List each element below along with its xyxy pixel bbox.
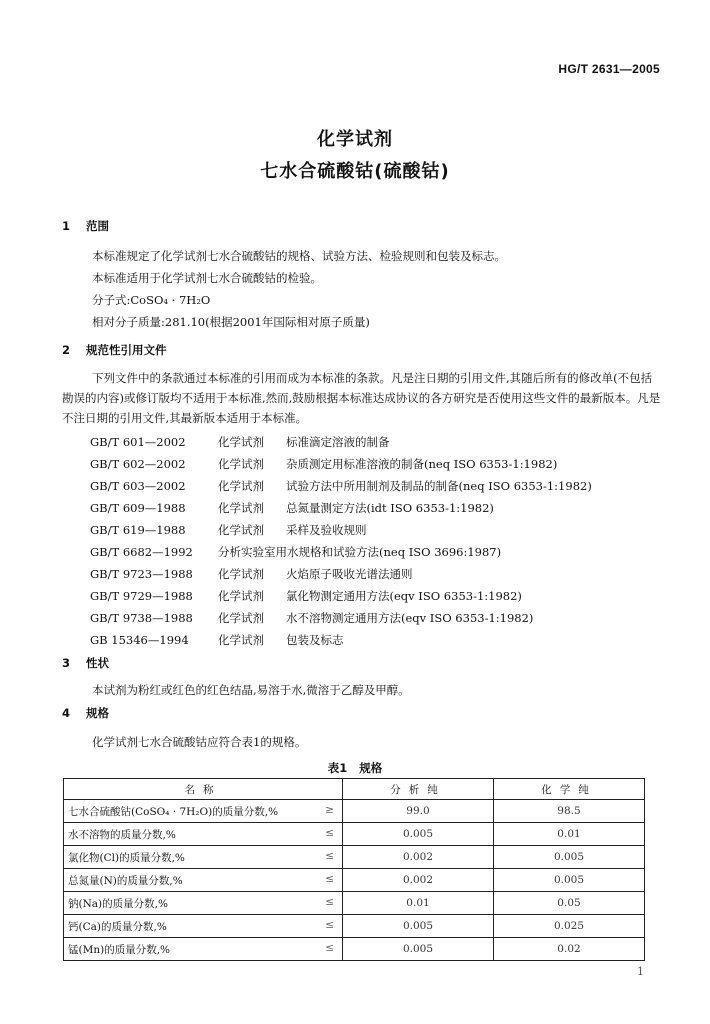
- value-cp: 0.05: [494, 892, 645, 915]
- item-name: 七水合硫酸钴(CoSO₄ · 7H₂O)的质量分数,%: [68, 805, 279, 818]
- reference-category: 化学试剂: [218, 457, 264, 471]
- reference-item: [90, 500, 494, 516]
- molecular-formula: 分子式:CoSO₄ · 7H₂O: [92, 293, 211, 307]
- reference-code: GB/T 9723—1988: [90, 567, 193, 581]
- reference-category: 化学试剂: [218, 435, 264, 449]
- table-row: [64, 869, 645, 892]
- comparison-sign: ≤: [325, 873, 334, 885]
- table-row: [64, 915, 645, 938]
- item-name-cell: [64, 846, 343, 869]
- reference-item: [90, 632, 344, 648]
- table-row: [64, 823, 645, 846]
- reference-title: 水不溶物测定通用方法(eqv ISO 6353-1:1982): [286, 611, 534, 625]
- molecular-weight: 相对分子质量:281.10(根据2001年国际相对原子质量): [92, 315, 370, 329]
- reference-code: GB/T 9738—1988: [90, 611, 193, 625]
- paragraph: 本标准适用于化学试剂七水合硫酸钴的检验。: [92, 271, 322, 285]
- item-name: 锰(Mn)的质量分数,%: [68, 943, 171, 956]
- section-heading-normative: [62, 342, 167, 358]
- reference-item: [90, 588, 522, 604]
- comparison-sign: ≥: [325, 804, 334, 816]
- reference-category: 化学试剂: [218, 589, 264, 603]
- comparison-sign: ≤: [325, 942, 334, 954]
- table-number: 表1: [327, 761, 348, 775]
- table-row: [64, 938, 645, 961]
- value-ar: 0.01: [343, 892, 494, 915]
- section-heading-properties: [62, 655, 109, 671]
- paragraph: 本试剂为粉红或红色的红色结晶,易溶于水,微溶于乙醇及甲醇。: [92, 683, 410, 697]
- item-name-cell: [64, 800, 343, 823]
- value-ar: 0.005: [343, 823, 494, 846]
- reference-title: 分析实验室用水规格和试验方法(neq ISO 3696:1987): [218, 545, 502, 559]
- section-heading-scope: [62, 218, 109, 234]
- comparison-sign: ≤: [325, 896, 334, 908]
- standard-code: HG/T 2631—2005: [558, 62, 660, 76]
- value-ar: 0.002: [343, 846, 494, 869]
- paragraph: 化学试剂七水合硫酸钴应符合表1的规格。: [92, 735, 307, 749]
- item-name-cell: [64, 915, 343, 938]
- value-cp: 0.005: [494, 846, 645, 869]
- reference-title: 试验方法中所用制剂及制品的制备(neq ISO 6353-1:1982): [286, 479, 592, 493]
- reference-title: 火焰原子吸收光谱法通则: [286, 567, 413, 581]
- reference-title: 采样及验收规则: [286, 523, 367, 537]
- reference-category: 化学试剂: [218, 633, 264, 647]
- item-name: 总氮量(N)的质量分数,%: [68, 874, 183, 887]
- reference-code: GB 15346—1994: [90, 633, 189, 647]
- item-name-cell: [64, 823, 343, 846]
- column-header-name: 名称: [64, 779, 343, 800]
- item-name: 水不溶物的质量分数,%: [68, 828, 176, 841]
- item-name: 钙(Ca)的质量分数,%: [68, 920, 167, 933]
- item-name: 氯化物(Cl)的质量分数,%: [68, 851, 185, 864]
- reference-code: GB/T 602—2002: [90, 457, 186, 471]
- value-cp: 0.005: [494, 869, 645, 892]
- comparison-sign: ≤: [325, 919, 334, 931]
- table-row: [64, 892, 645, 915]
- table-row: [64, 846, 645, 869]
- document-subtitle: 七水合硫酸钴(硫酸钴): [260, 161, 450, 182]
- reference-item: [90, 544, 501, 560]
- document-title: 化学试剂: [317, 129, 393, 150]
- reference-item: [90, 610, 533, 626]
- item-name-cell: [64, 892, 343, 915]
- section-number: 4: [62, 706, 71, 720]
- value-ar: 0.002: [343, 869, 494, 892]
- reference-title: 包装及标志: [286, 633, 344, 647]
- section-title: 规格: [86, 706, 109, 720]
- comparison-sign: ≤: [325, 850, 334, 862]
- value-cp: 0.025: [494, 915, 645, 938]
- reference-title: 标准滴定溶液的制备: [286, 435, 390, 449]
- page-number: 1: [637, 965, 644, 978]
- item-name: 钠(Na)的质量分数,%: [68, 897, 168, 910]
- reference-code: GB/T 601—2002: [90, 435, 186, 449]
- table-row: [64, 800, 645, 823]
- reference-category: 化学试剂: [218, 567, 264, 581]
- section-title: 范围: [86, 219, 109, 233]
- reference-code: GB/T 603—2002: [90, 479, 186, 493]
- reference-category: 化学试剂: [218, 479, 264, 493]
- section-number: 2: [62, 343, 71, 357]
- reference-code: GB/T 609—1988: [90, 501, 186, 515]
- comparison-sign: ≤: [325, 827, 334, 839]
- reference-code: GB/T 619—1988: [90, 523, 186, 537]
- item-name-cell: [64, 869, 343, 892]
- reference-item: [90, 566, 413, 582]
- value-cp: 0.01: [494, 823, 645, 846]
- value-ar: 0.005: [343, 938, 494, 961]
- reference-title: 氯化物测定通用方法(eqv ISO 6353-1:1982): [286, 589, 522, 603]
- item-name-cell: [64, 938, 343, 961]
- section-title: 规范性引用文件: [86, 343, 167, 357]
- table-header-row: [64, 779, 645, 800]
- table-caption: [0, 760, 710, 776]
- reference-item: [90, 434, 390, 450]
- column-header-cp: 化学纯: [494, 779, 645, 800]
- spec-table: [63, 778, 645, 961]
- reference-category: 化学试剂: [218, 523, 264, 537]
- reference-code: GB/T 6682—1992: [90, 545, 193, 559]
- value-ar: 99.0: [343, 800, 494, 823]
- section-number: 3: [62, 656, 71, 670]
- value-ar: 0.005: [343, 915, 494, 938]
- paragraph: 本标准规定了化学试剂七水合硫酸钴的规格、试验方法、检验规则和包装及标志。: [92, 249, 506, 263]
- section-title: 性状: [86, 656, 109, 670]
- reference-category: 化学试剂: [218, 501, 264, 515]
- value-cp: 98.5: [494, 800, 645, 823]
- reference-item: [90, 456, 557, 472]
- reference-item: [90, 522, 367, 538]
- reference-code: GB/T 9729—1988: [90, 589, 193, 603]
- table-title: 规格: [359, 761, 383, 775]
- reference-title: 杂质测定用标准溶液的制备(neq ISO 6353-1:1982): [286, 457, 558, 471]
- value-cp: 0.02: [494, 938, 645, 961]
- reference-title: 总氮量测定方法(idt ISO 6353-1:1982): [286, 501, 494, 515]
- paragraph: 下列文件中的条款通过本标准的引用而成为本标准的条款。凡是注日期的引用文件,其随后所有的修改单(不包括勘误的内容)或修订版均不适用于本标准,然而,鼓励根据本标准达成协议的各方研究是否使用这些文件的最新版本。凡是不注日期的引用文件,其最新版本适用于本标准。: [62, 371, 661, 425]
- column-header-ar: 分析纯: [343, 779, 494, 800]
- reference-item: [90, 478, 592, 494]
- section-number: 1: [62, 219, 71, 233]
- section-heading-specs: [62, 705, 109, 721]
- reference-category: 化学试剂: [218, 611, 264, 625]
